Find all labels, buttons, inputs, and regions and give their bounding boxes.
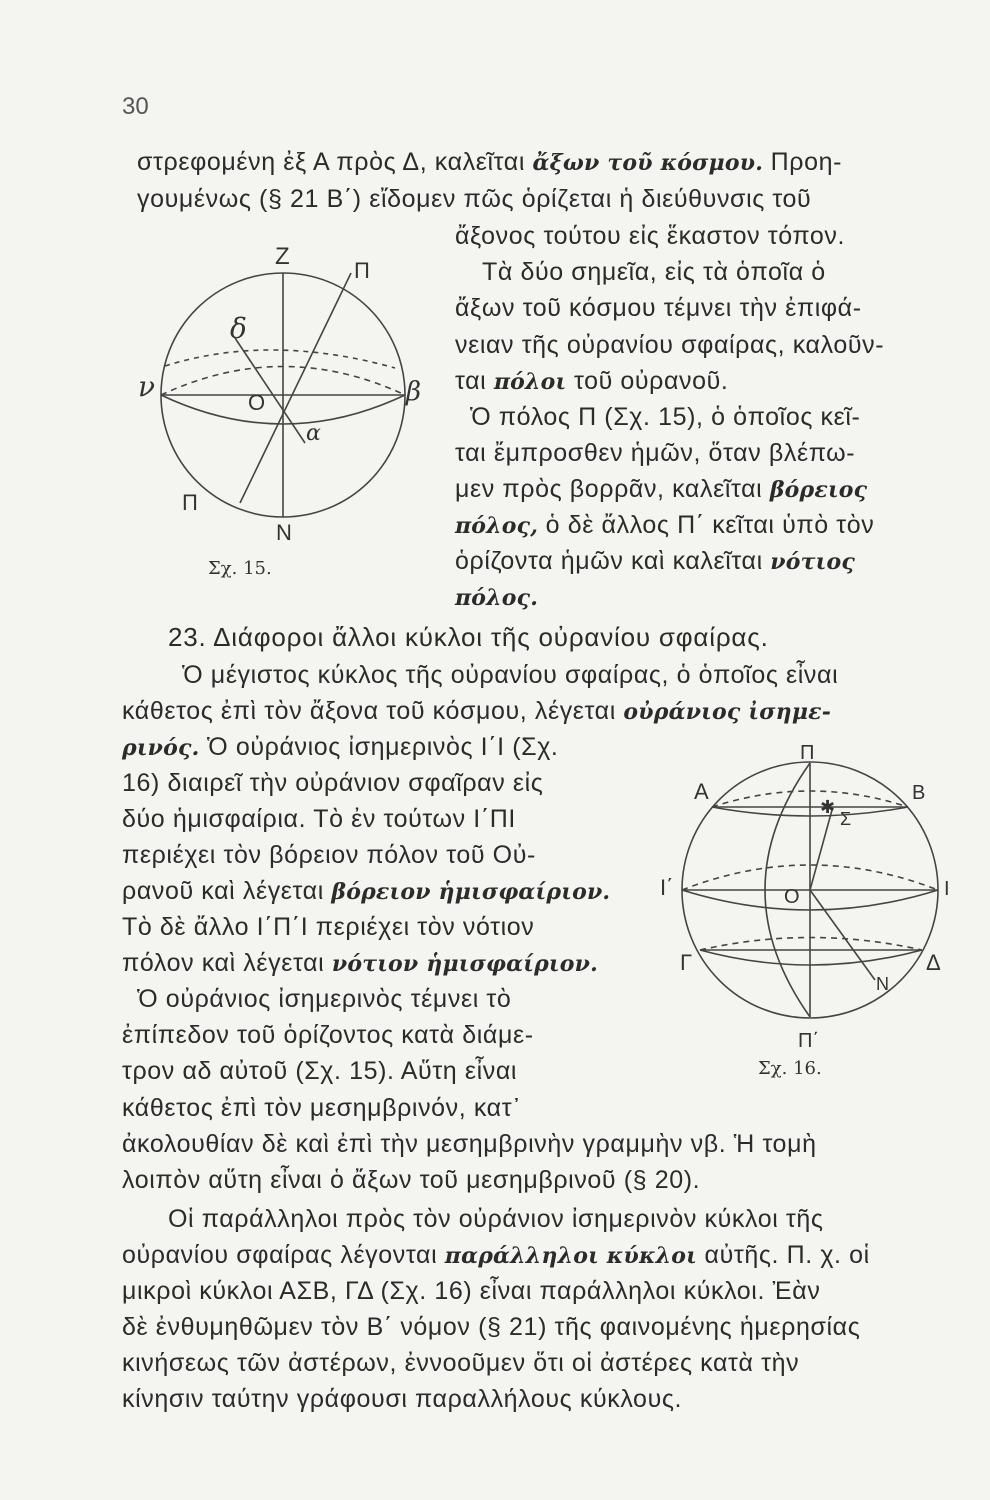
figure-15-caption: Σχ. 15. xyxy=(208,558,272,579)
text-line xyxy=(455,511,874,540)
fig15-world-axis xyxy=(240,273,351,503)
emphasis-term: νότιος xyxy=(770,549,855,575)
fig16-label-n: Ν xyxy=(876,974,889,994)
text-run: τρον αδ αὐτοῦ (Σχ. 15). Αὕτη εἶναι xyxy=(122,1057,518,1085)
text-line xyxy=(122,769,543,798)
text-line xyxy=(168,1205,824,1234)
text-line xyxy=(122,913,534,942)
text-run: οὐρανίου σφαίρας λέγονται xyxy=(122,1241,445,1269)
text-line xyxy=(122,877,610,906)
page-number: 30 xyxy=(122,93,149,120)
text-line xyxy=(455,331,884,360)
text-run: κίνησιν ταύτην γράφουσι παραλλήλους κύκλους. xyxy=(122,1385,683,1413)
text-line xyxy=(122,841,536,870)
fig16-label-sigma: Σ xyxy=(840,809,852,829)
text-run: τοῦ οὐρανοῦ. xyxy=(566,367,729,395)
text-run: ρανοῦ καὶ λέγεται xyxy=(122,877,332,905)
fig16-label-pole-top: Π xyxy=(800,742,815,764)
emphasis-term: ρινός. xyxy=(122,735,200,761)
emphasis-term: βόρειον ἡμισφαίριον. xyxy=(331,879,611,905)
fig16-star-icon: ✱ xyxy=(820,797,836,818)
text-run: δύο ἡμισφαίρια. Τὸ ἐν τούτων Ι΄ΠΙ xyxy=(122,805,516,833)
text-line xyxy=(455,294,862,323)
text-line xyxy=(122,805,516,834)
text-run: μεν πρὸς βορρᾶν, καλεῖται xyxy=(455,475,770,503)
text-line xyxy=(122,1057,517,1086)
text-run: στρεφομένη ἐξ Α πρὸς Δ, καλεῖται xyxy=(137,148,533,176)
section-heading xyxy=(168,622,769,653)
text-line xyxy=(122,1349,799,1378)
text-run: ἄξονος τούτου εἰς ἕκαστον τόπον. xyxy=(455,222,846,250)
text-run: ται ἔμπροσθεν ἡμῶν, ὅταν βλέπω- xyxy=(455,439,856,467)
emphasis-term: οὐράνιος ἰσημε- xyxy=(623,699,832,725)
text-run: ται xyxy=(455,367,494,395)
fig15-label-nadir: Ν xyxy=(276,520,292,545)
text-run: δὲ ἐνθυμηθῶμεν τὸν Β΄ νόμον (§ 21) τῆς φαινομένης ἡμερησίας xyxy=(122,1313,861,1341)
fig16-label-b: Β xyxy=(912,782,926,804)
text-line xyxy=(122,1021,534,1050)
text-run: Ὁ οὐράνιος ἰσημερινὸς Ι΄Ι (Σχ. xyxy=(199,733,559,761)
fig15-label-delta: δ xyxy=(230,312,247,345)
text-line xyxy=(182,661,838,690)
fig16-parallel-gd-front xyxy=(700,950,922,965)
text-line xyxy=(455,475,867,504)
text-run: κινήσεως τῶν ἀστέρων, ἐννοοῦμεν ὅτι οἱ ἀστέρες κατὰ τὴν xyxy=(122,1349,800,1377)
fig16-parallel-gd-back xyxy=(700,938,922,951)
fig15-label-pole: Π xyxy=(354,258,370,283)
emphasis-term: πόλοι xyxy=(493,369,567,395)
fig15-label-zenith: Ζ xyxy=(275,243,290,270)
text-line xyxy=(137,148,842,177)
text-run: γουμένως (§ 21 Β΄) εἴδομεν πῶς ὁρίζεται ἡ διεύθυνσις τοῦ xyxy=(137,185,812,213)
fig16-label-gamma: Γ xyxy=(680,950,693,975)
text-line xyxy=(455,439,855,468)
text-line xyxy=(137,185,811,214)
text-run: 16) διαιρεῖ τὴν οὐράνιον σφαῖραν εἰς xyxy=(122,769,544,797)
fig15-label-pole-bottom: Π xyxy=(182,490,198,515)
emphasis-term: παράλληλοι κύκλοι xyxy=(444,1243,697,1269)
fig15-label-center: Ο xyxy=(248,390,266,415)
text-run: Τὰ δύο σημεῖα, εἰς τὰ ὁποῖα ὁ xyxy=(482,258,826,286)
text-line xyxy=(122,1166,700,1195)
text-run: ἐπίπεδον τοῦ ὁρίζοντος κατὰ διάμε- xyxy=(122,1021,534,1049)
text-run: κάθετος ἐπὶ τὸν ἄξονα τοῦ κόσμου, λέγεται xyxy=(122,697,624,725)
text-line xyxy=(470,403,860,432)
text-line xyxy=(482,258,826,287)
text-run: νειαν τῆς οὐρανίου σφαίρας, καλοῦν- xyxy=(455,331,885,359)
fig16-label-pole-bottom: Π΄ xyxy=(798,1030,820,1052)
text-line xyxy=(455,367,728,396)
text-run: Ὁ πόλος Π (Σχ. 15), ὁ ὁποῖος κεῖ- xyxy=(470,403,861,431)
text-line xyxy=(122,733,558,762)
fig16-label-i-right: Ι xyxy=(944,878,950,900)
text-run: Ὁ μέγιστος κύκλος τῆς οὐρανίου σφαίρας, ὁ ὁποῖος εἶναι xyxy=(182,661,839,689)
fig16-label-center: Ο xyxy=(784,886,800,908)
text-run: αὐτῆς. Π. χ. οἱ xyxy=(697,1241,870,1269)
fig16-label-a: Α xyxy=(694,779,709,804)
fig15-label-beta: β xyxy=(406,377,422,407)
fig16-star-line xyxy=(810,810,832,890)
figure-15-celestial-sphere-diagram xyxy=(120,228,440,558)
emphasis-term: βόρειος xyxy=(769,477,868,503)
text-line xyxy=(122,1313,860,1342)
fig16-label-i-left: Ι΄ xyxy=(660,875,674,900)
text-run: Προη- xyxy=(763,148,843,176)
fig15-label-nu: ν xyxy=(138,370,156,403)
emphasis-term: ἄξων τοῦ κόσμου. xyxy=(532,150,764,176)
text-line xyxy=(122,1130,817,1159)
figure-16-caption: Σχ. 16. xyxy=(758,1058,822,1079)
text-run: λοιπὸν αὕτη εἶναι ὁ ἄξων τοῦ μεσημβρινοῦ (§ 20). xyxy=(122,1166,701,1194)
text-run: μικροὶ κύκλοι ΑΣΒ, ΓΔ (Σχ. 16) εἶναι παράλληλοι κύκλοι. Ἐὰν xyxy=(122,1277,821,1305)
text-line xyxy=(122,949,598,978)
text-run: Ὁ οὐράνιος ἰσημερινὸς τέμνει τὸ xyxy=(137,985,512,1013)
fig15-label-alpha: α xyxy=(306,421,321,446)
text-run: ὁρίζοντα ἡμῶν καὶ καλεῖται xyxy=(455,547,771,575)
text-line xyxy=(122,1094,521,1123)
fig16-label-delta: Δ xyxy=(926,950,941,975)
text-run: ἄξων τοῦ κόσμου τέμνει τὴν ἐπιφά- xyxy=(455,294,862,322)
text-line xyxy=(122,1241,870,1270)
text-run: κάθετος ἐπὶ τὸν μεσημβρινόν, κατ᾽ xyxy=(122,1094,522,1122)
fig15-equator-arc xyxy=(165,350,395,368)
text-line xyxy=(122,1385,682,1414)
emphasis-term: πόλος, xyxy=(455,513,539,539)
emphasis-term: νότιον ἡμισφαίριον. xyxy=(331,951,598,977)
text-run: ὁ δὲ ἄλλος Π΄ κεῖται ὑπὸ τὸν xyxy=(538,511,875,539)
text-line xyxy=(455,547,855,576)
text-line xyxy=(137,985,511,1014)
text-line xyxy=(455,222,845,251)
text-run: πόλον καὶ λέγεται xyxy=(122,949,332,977)
text-line xyxy=(122,1277,820,1306)
text-line xyxy=(122,697,831,726)
text-line xyxy=(455,583,538,612)
text-run: Τὸ δὲ ἄλλο Ι΄Π΄Ι περιέχει τὸν νότιον xyxy=(122,913,535,941)
fig16-n-line xyxy=(810,890,875,980)
text-run: 23. Διάφοροι ἄλλοι κύκλοι τῆς οὐρανίου σφαίρας. xyxy=(168,622,769,652)
text-run: περιέχει τὸν βόρειον πόλον τοῦ Οὐ- xyxy=(122,841,536,869)
figure-16-celestial-sphere-diagram xyxy=(660,742,960,1055)
text-run: Οἱ παράλληλοι πρὸς τὸν οὐράνιον ἰσημερινὸν κύκλοι τῆς xyxy=(168,1205,824,1233)
text-run: ἀκολουθίαν δὲ καὶ ἐπὶ τὴν μεσημβρινὴν γραμμὴν νβ. Ἡ τομὴ xyxy=(122,1130,817,1158)
emphasis-term: πόλος. xyxy=(455,585,539,611)
